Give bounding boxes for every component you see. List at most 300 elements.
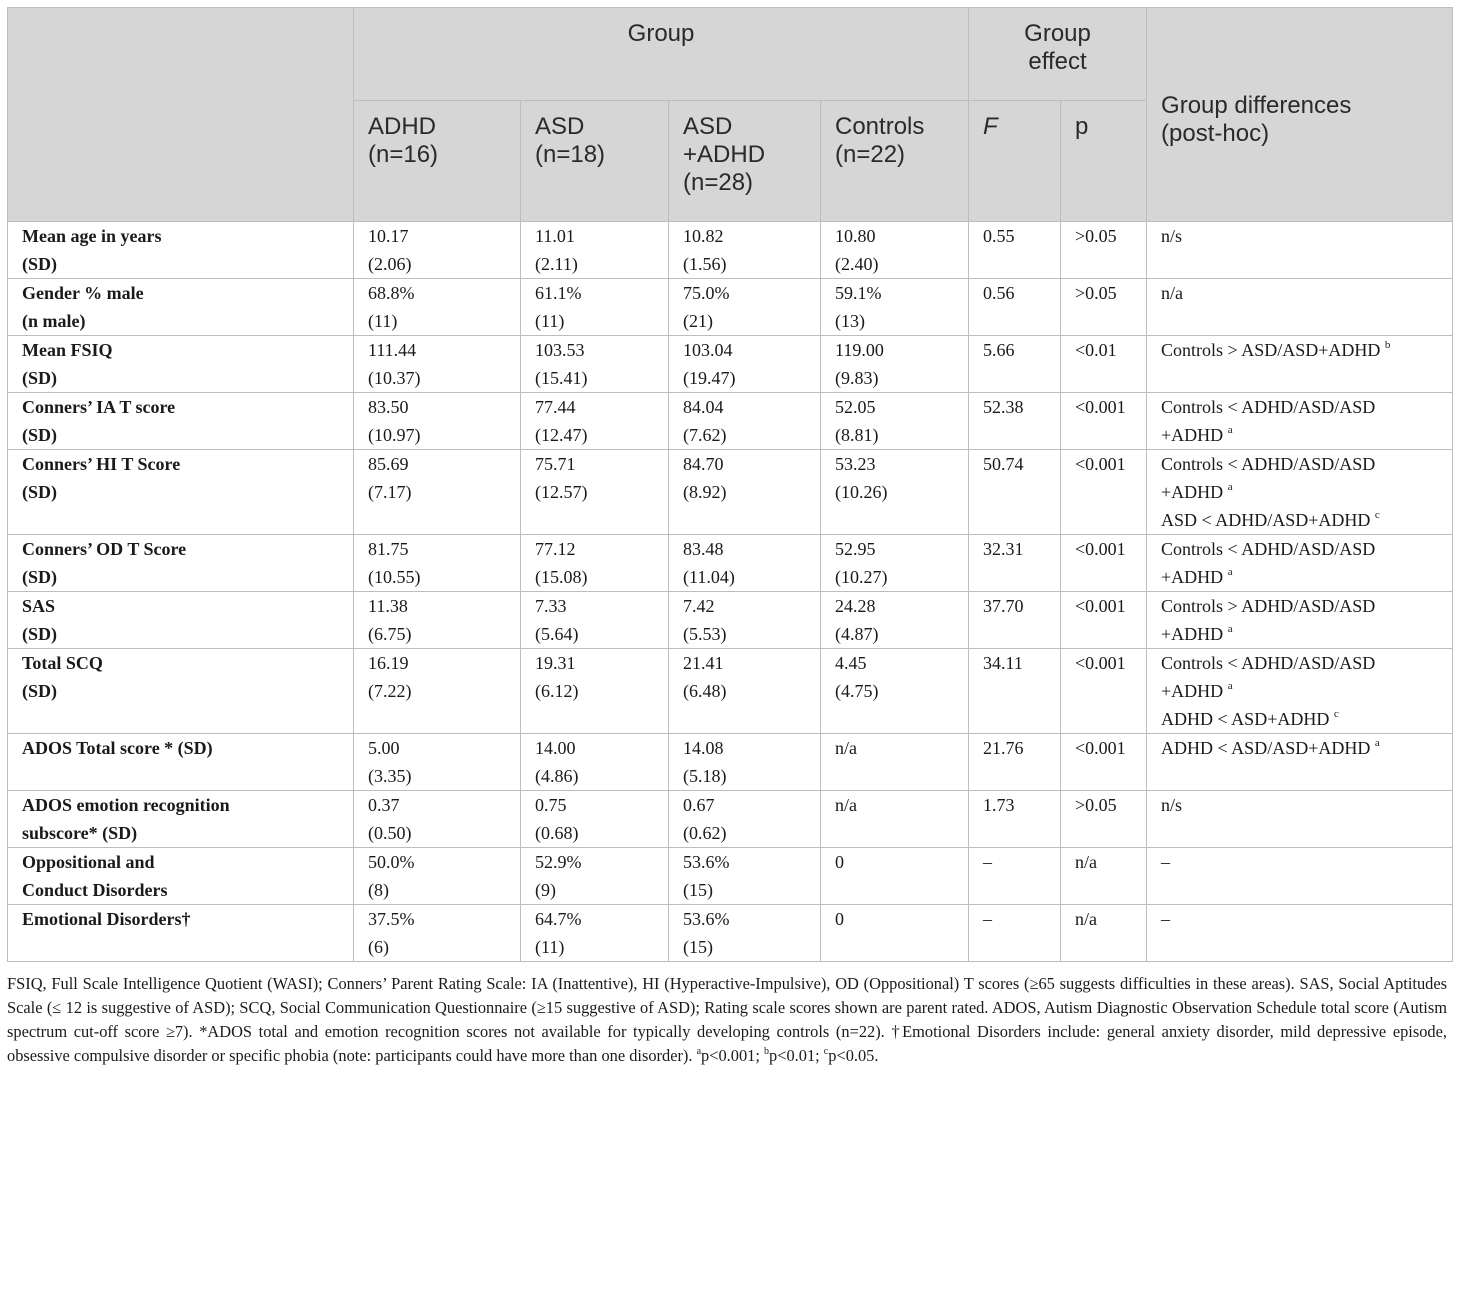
diff-text: +ADHD xyxy=(1161,681,1224,701)
cell-asd xyxy=(521,905,669,962)
cell-value: (7.22) xyxy=(368,681,412,701)
table-container xyxy=(7,7,1452,1068)
row-label-line: Conners’ IA T score xyxy=(22,397,176,417)
cell-asd xyxy=(521,393,669,450)
significance-sup: b xyxy=(1384,339,1391,351)
cell-controls xyxy=(821,734,969,791)
cell-asd xyxy=(521,336,669,393)
cell-value: (5.53) xyxy=(683,624,727,644)
table-row xyxy=(8,535,1453,592)
row-label-cell xyxy=(8,791,354,848)
cell-value: (9) xyxy=(535,880,556,900)
cell-asd xyxy=(521,450,669,535)
cell-p: <0.001 xyxy=(1061,450,1147,535)
cell-adhd xyxy=(354,649,521,734)
group-effect-header xyxy=(969,8,1147,101)
cell-asdadhd xyxy=(669,649,821,734)
cell-value: 53.6% xyxy=(683,852,730,872)
cell-p: >0.05 xyxy=(1061,222,1147,279)
cell-value: 103.53 xyxy=(535,340,585,360)
cell-f: 0.56 xyxy=(969,279,1061,336)
cell-value: 14.08 xyxy=(683,738,724,758)
row-label-line: Total SCQ xyxy=(22,653,103,673)
cell-value: (11) xyxy=(535,937,565,957)
cell-value: 11.01 xyxy=(535,226,575,246)
diff-line xyxy=(1161,535,1438,563)
cell-value: (10.27) xyxy=(835,567,888,587)
row-label-cell xyxy=(8,592,354,649)
cell-value: 77.44 xyxy=(535,397,576,417)
row-label-line: Conners’ HI T Score xyxy=(22,454,181,474)
row-label-line: (SD) xyxy=(22,425,57,445)
cell-f: 21.76 xyxy=(969,734,1061,791)
row-label-line: subscore* (SD) xyxy=(22,823,138,843)
cell-adhd xyxy=(354,905,521,962)
significance-sup: c xyxy=(1333,708,1339,720)
row-label-line: Mean age in years xyxy=(22,226,162,246)
diff-text: Controls > ASD/ASD+ADHD xyxy=(1161,340,1381,360)
cell-group-differences xyxy=(1147,279,1453,336)
cell-asdadhd xyxy=(669,592,821,649)
diff-line xyxy=(1161,649,1438,677)
cell-controls xyxy=(821,450,969,535)
cell-value: 0.37 xyxy=(368,795,400,815)
cell-group-differences xyxy=(1147,791,1453,848)
cell-p: >0.05 xyxy=(1061,279,1147,336)
cell-f: 52.38 xyxy=(969,393,1061,450)
cell-value: (2.11) xyxy=(535,254,578,274)
cell-value: 0.75 xyxy=(535,795,567,815)
cell-value: (2.40) xyxy=(835,254,879,274)
cell-value: 75.71 xyxy=(535,454,576,474)
row-label-cell xyxy=(8,336,354,393)
cell-asdadhd xyxy=(669,734,821,791)
row-label-line: (SD) xyxy=(22,624,57,644)
col-header-line: (n=22) xyxy=(835,141,906,168)
diff-text: – xyxy=(1161,909,1171,929)
cell-p: <0.001 xyxy=(1061,393,1147,450)
footnote-text-a: p<0.001; xyxy=(701,1046,765,1065)
cell-value: 81.75 xyxy=(368,539,409,559)
cell-value: (5.18) xyxy=(683,766,727,786)
row-label-line: ADOS emotion recognition xyxy=(22,795,230,815)
cell-adhd xyxy=(354,791,521,848)
cell-f: 32.31 xyxy=(969,535,1061,592)
cell-asdadhd xyxy=(669,336,821,393)
cell-value: 10.82 xyxy=(683,226,724,246)
demographics-table xyxy=(7,7,1453,962)
col-header-line: ASD xyxy=(535,113,585,140)
table-row xyxy=(8,592,1453,649)
cell-adhd xyxy=(354,393,521,450)
row-label-cell xyxy=(8,734,354,791)
significance-sup: a xyxy=(1227,566,1233,578)
footnote-sup-c: c xyxy=(823,1045,829,1057)
diff-line xyxy=(1161,705,1438,733)
cell-value: (7.62) xyxy=(683,425,727,445)
cell-value: 84.04 xyxy=(683,397,724,417)
cell-value: 0 xyxy=(835,909,844,929)
row-label-line: (SD) xyxy=(22,567,57,587)
cell-p: >0.05 xyxy=(1061,791,1147,848)
cell-asdadhd xyxy=(669,393,821,450)
cell-adhd xyxy=(354,535,521,592)
cell-value: 84.70 xyxy=(683,454,724,474)
significance-sup: c xyxy=(1374,509,1380,521)
cell-value: (8.92) xyxy=(683,482,727,502)
row-label-cell xyxy=(8,649,354,734)
cell-p: <0.001 xyxy=(1061,592,1147,649)
significance-sup: a xyxy=(1227,623,1233,635)
cell-asdadhd xyxy=(669,450,821,535)
cell-asd xyxy=(521,848,669,905)
cell-f: – xyxy=(969,905,1061,962)
diff-line xyxy=(1161,222,1438,250)
diff-line xyxy=(1161,478,1438,506)
cell-group-differences xyxy=(1147,734,1453,791)
col-header-asd-adhd xyxy=(669,101,821,222)
cell-asd xyxy=(521,279,669,336)
cell-value: (15.41) xyxy=(535,368,588,388)
row-label-cell xyxy=(8,450,354,535)
row-label-line: (SD) xyxy=(22,254,57,274)
table-row xyxy=(8,734,1453,791)
cell-value: 10.80 xyxy=(835,226,876,246)
cell-value: (15) xyxy=(683,937,713,957)
cell-value: (11) xyxy=(368,311,398,331)
cell-value: 59.1% xyxy=(835,283,882,303)
diff-line xyxy=(1161,905,1438,933)
cell-value: 16.19 xyxy=(368,653,409,673)
row-label-line: (SD) xyxy=(22,368,57,388)
cell-group-differences xyxy=(1147,222,1453,279)
col-header-line: (n=18) xyxy=(535,141,606,168)
table-row xyxy=(8,791,1453,848)
cell-value: 77.12 xyxy=(535,539,576,559)
cell-value: 83.50 xyxy=(368,397,409,417)
diff-text: n/a xyxy=(1161,283,1184,303)
table-row xyxy=(8,905,1453,962)
diff-text: Controls < ADHD/ASD/ASD xyxy=(1161,454,1376,474)
row-label-cell xyxy=(8,222,354,279)
diff-line xyxy=(1161,563,1438,591)
cell-value: (5.64) xyxy=(535,624,579,644)
cell-value: 52.95 xyxy=(835,539,876,559)
cell-value: (13) xyxy=(835,311,865,331)
cell-controls xyxy=(821,336,969,393)
cell-value: n/a xyxy=(835,795,857,815)
row-label-line: Gender % male xyxy=(22,283,144,303)
cell-value: 24.28 xyxy=(835,596,876,616)
diff-text: n/s xyxy=(1161,226,1183,246)
table-footnote xyxy=(7,972,1447,1068)
footnote-text-c: p<0.05. xyxy=(828,1046,879,1065)
col-header-line: ADHD xyxy=(368,113,437,140)
row-label-line: (SD) xyxy=(22,482,57,502)
cell-value: (15) xyxy=(683,880,713,900)
cell-value: (8) xyxy=(368,880,389,900)
cell-asdadhd xyxy=(669,848,821,905)
row-label-line: SAS xyxy=(22,596,56,616)
cell-asdadhd xyxy=(669,222,821,279)
cell-f: 1.73 xyxy=(969,791,1061,848)
cell-f: 0.55 xyxy=(969,222,1061,279)
cell-value: (12.57) xyxy=(535,482,588,502)
cell-controls xyxy=(821,649,969,734)
cell-value: 75.0% xyxy=(683,283,730,303)
diff-line xyxy=(1161,677,1438,705)
table-row xyxy=(8,450,1453,535)
row-label-cell xyxy=(8,905,354,962)
cell-value: 50.0% xyxy=(368,852,415,872)
cell-value: (10.37) xyxy=(368,368,421,388)
table-row xyxy=(8,222,1453,279)
diff-line xyxy=(1161,734,1438,762)
cell-value: (7.17) xyxy=(368,482,412,502)
group-diff-line: (post-hoc) xyxy=(1161,119,1270,147)
cell-value: 53.6% xyxy=(683,909,730,929)
diff-line xyxy=(1161,336,1438,364)
cell-group-differences xyxy=(1147,336,1453,393)
cell-value: 10.17 xyxy=(368,226,409,246)
cell-value: 61.1% xyxy=(535,283,582,303)
diff-text: +ADHD xyxy=(1161,624,1224,644)
diff-line xyxy=(1161,279,1438,307)
cell-controls xyxy=(821,393,969,450)
cell-value: 4.45 xyxy=(835,653,867,673)
significance-sup: a xyxy=(1227,680,1233,692)
col-header-line: (n=28) xyxy=(683,169,754,196)
cell-value: (0.62) xyxy=(683,823,727,843)
cell-value: (15.08) xyxy=(535,567,588,587)
cell-p: <0.01 xyxy=(1061,336,1147,393)
diff-line xyxy=(1161,421,1438,449)
cell-value: 64.7% xyxy=(535,909,582,929)
cell-f: – xyxy=(969,848,1061,905)
table-row xyxy=(8,848,1453,905)
footnote-sup-b: b xyxy=(764,1045,770,1057)
diff-text: Controls < ADHD/ASD/ASD xyxy=(1161,539,1376,559)
cell-group-differences xyxy=(1147,649,1453,734)
cell-group-differences xyxy=(1147,535,1453,592)
cell-asd xyxy=(521,592,669,649)
cell-controls xyxy=(821,905,969,962)
cell-p: n/a xyxy=(1061,848,1147,905)
cell-value: (11) xyxy=(535,311,565,331)
cell-controls xyxy=(821,279,969,336)
cell-controls xyxy=(821,791,969,848)
cell-value: (1.56) xyxy=(683,254,727,274)
cell-value: (8.81) xyxy=(835,425,879,445)
cell-controls xyxy=(821,848,969,905)
cell-value: n/a xyxy=(835,738,857,758)
cell-value: (0.50) xyxy=(368,823,412,843)
cell-value: 52.05 xyxy=(835,397,876,417)
cell-value: (4.87) xyxy=(835,624,879,644)
diff-text: n/s xyxy=(1161,795,1183,815)
diff-text: – xyxy=(1161,852,1171,872)
cell-value: 103.04 xyxy=(683,340,733,360)
cell-f: 37.70 xyxy=(969,592,1061,649)
col-header-line: ASD xyxy=(683,113,733,140)
cell-value: 21.41 xyxy=(683,653,724,673)
cell-asd xyxy=(521,535,669,592)
row-label-line: ADOS Total score * (SD) xyxy=(22,738,213,758)
cell-value: 11.38 xyxy=(368,596,408,616)
cell-adhd xyxy=(354,222,521,279)
table-row xyxy=(8,649,1453,734)
row-label-cell xyxy=(8,393,354,450)
cell-asdadhd xyxy=(669,279,821,336)
col-header-adhd xyxy=(354,101,521,222)
col-header-line: +ADHD xyxy=(683,141,766,168)
corner-header xyxy=(8,8,354,222)
row-label-line: (SD) xyxy=(22,681,57,701)
cell-asd xyxy=(521,791,669,848)
diff-text: +ADHD xyxy=(1161,482,1224,502)
cell-adhd xyxy=(354,592,521,649)
cell-value: 7.33 xyxy=(535,596,567,616)
diff-text: ADHD < ASD/ASD+ADHD xyxy=(1161,738,1371,758)
row-label-line: Emotional Disorders† xyxy=(22,909,191,929)
diff-text: Controls < ADHD/ASD/ASD xyxy=(1161,397,1376,417)
cell-value: (21) xyxy=(683,311,713,331)
row-label-line: Conners’ OD T Score xyxy=(22,539,187,559)
cell-value: 52.9% xyxy=(535,852,582,872)
table-row xyxy=(8,336,1453,393)
cell-adhd xyxy=(354,279,521,336)
row-label-line: (n male) xyxy=(22,311,86,331)
col-header-line: (n=16) xyxy=(368,141,439,168)
cell-group-differences xyxy=(1147,393,1453,450)
footnote-text-b: p<0.01; xyxy=(769,1046,824,1065)
cell-value: (4.86) xyxy=(535,766,579,786)
cell-value: (10.26) xyxy=(835,482,888,502)
cell-value: (6.48) xyxy=(683,681,727,701)
cell-adhd xyxy=(354,450,521,535)
cell-asd xyxy=(521,649,669,734)
cell-value: (11.04) xyxy=(683,567,735,587)
cell-value: (9.83) xyxy=(835,368,879,388)
cell-value: 0.67 xyxy=(683,795,715,815)
cell-value: 119.00 xyxy=(835,340,884,360)
cell-adhd xyxy=(354,734,521,791)
diff-text: +ADHD xyxy=(1161,425,1224,445)
cell-controls xyxy=(821,535,969,592)
diff-text: ASD < ADHD/ASD+ADHD xyxy=(1161,510,1371,530)
cell-p: n/a xyxy=(1061,905,1147,962)
diff-line xyxy=(1161,791,1438,819)
col-header-asd xyxy=(521,101,669,222)
footnote-text: FSIQ, Full Scale Intelligence Quotient (WASI); Conners’ Parent Rating Scale: IA (Inattentive), HI (Hyperactive-Impulsive), OD (Oppositional) T scores (≥65 suggests difficulties in these areas). SAS, Social Aptitudes Scale (≤ 12 is suggestive of ASD); SCQ, Social Communication Questionnaire (≥15 suggestive of ASD); Rating scale scores shown are parent rated. ADOS, Autism Diagnostic Observation Schedule total score (Autism spectrum cut-off score ≥7). *ADOS total and emotion recognition scores not available for typically developing controls (n=22). †Emotional Disorders include: general anxiety disorder, mild depressive episode, obsessive compulsive disorder or specific phobia (note: participants could have more than one disorder). xyxy=(7,974,1447,1065)
diff-line xyxy=(1161,620,1438,648)
cell-asd xyxy=(521,734,669,791)
diff-line xyxy=(1161,506,1438,534)
cell-f: 50.74 xyxy=(969,450,1061,535)
cell-value: 7.42 xyxy=(683,596,715,616)
row-label-line: Mean FSIQ xyxy=(22,340,113,360)
cell-group-differences xyxy=(1147,592,1453,649)
cell-f: 5.66 xyxy=(969,336,1061,393)
cell-value: (6.12) xyxy=(535,681,579,701)
group-differences-header xyxy=(1147,8,1453,222)
col-header-line: Controls xyxy=(835,113,925,140)
group-effect-line: effect xyxy=(1028,48,1087,75)
significance-sup: a xyxy=(1227,481,1233,493)
cell-controls xyxy=(821,592,969,649)
cell-value: 68.8% xyxy=(368,283,415,303)
col-header-p: p xyxy=(1061,101,1147,222)
cell-asdadhd xyxy=(669,905,821,962)
cell-p: <0.001 xyxy=(1061,535,1147,592)
row-label-cell xyxy=(8,848,354,905)
cell-value: (0.68) xyxy=(535,823,579,843)
diff-text: ADHD < ASD+ADHD xyxy=(1161,709,1330,729)
cell-adhd xyxy=(354,848,521,905)
cell-value: (10.55) xyxy=(368,567,421,587)
cell-value: 37.5% xyxy=(368,909,415,929)
cell-value: 53.23 xyxy=(835,454,876,474)
cell-group-differences xyxy=(1147,450,1453,535)
col-header-f: F xyxy=(969,101,1061,222)
group-diff-line: Group differences xyxy=(1161,91,1352,119)
cell-value: 85.69 xyxy=(368,454,409,474)
table-body xyxy=(8,222,1453,962)
row-label-cell xyxy=(8,535,354,592)
cell-p: <0.001 xyxy=(1061,649,1147,734)
cell-value: 19.31 xyxy=(535,653,576,673)
cell-f: 34.11 xyxy=(969,649,1061,734)
cell-value: (6.75) xyxy=(368,624,412,644)
cell-asdadhd xyxy=(669,535,821,592)
group-header: Group xyxy=(354,8,969,101)
row-label-line: Oppositional and xyxy=(22,852,155,872)
group-effect-line: Group xyxy=(1024,20,1091,47)
cell-value: 14.00 xyxy=(535,738,576,758)
table-row xyxy=(8,393,1453,450)
diff-line xyxy=(1161,592,1438,620)
row-label-cell xyxy=(8,279,354,336)
cell-value: (10.97) xyxy=(368,425,421,445)
cell-value: 0 xyxy=(835,852,844,872)
cell-value: (3.35) xyxy=(368,766,412,786)
table-row xyxy=(8,279,1453,336)
col-header-controls xyxy=(821,101,969,222)
diff-text: Controls < ADHD/ASD/ASD xyxy=(1161,653,1376,673)
cell-adhd xyxy=(354,336,521,393)
diff-text: +ADHD xyxy=(1161,567,1224,587)
cell-p: <0.001 xyxy=(1061,734,1147,791)
cell-value: (6) xyxy=(368,937,389,957)
row-label-line: Conduct Disorders xyxy=(22,880,168,900)
diff-line xyxy=(1161,450,1438,478)
cell-asd xyxy=(521,222,669,279)
footnote-sup-a: a xyxy=(696,1045,702,1057)
diff-line xyxy=(1161,393,1438,421)
significance-sup: a xyxy=(1374,737,1380,749)
cell-value: (12.47) xyxy=(535,425,588,445)
cell-value: 83.48 xyxy=(683,539,724,559)
cell-value: 5.00 xyxy=(368,738,400,758)
cell-asdadhd xyxy=(669,791,821,848)
cell-value: (4.75) xyxy=(835,681,879,701)
cell-controls xyxy=(821,222,969,279)
significance-sup: a xyxy=(1227,424,1233,436)
diff-line xyxy=(1161,848,1438,876)
diff-text: Controls > ADHD/ASD/ASD xyxy=(1161,596,1376,616)
cell-value: (2.06) xyxy=(368,254,412,274)
cell-group-differences xyxy=(1147,848,1453,905)
